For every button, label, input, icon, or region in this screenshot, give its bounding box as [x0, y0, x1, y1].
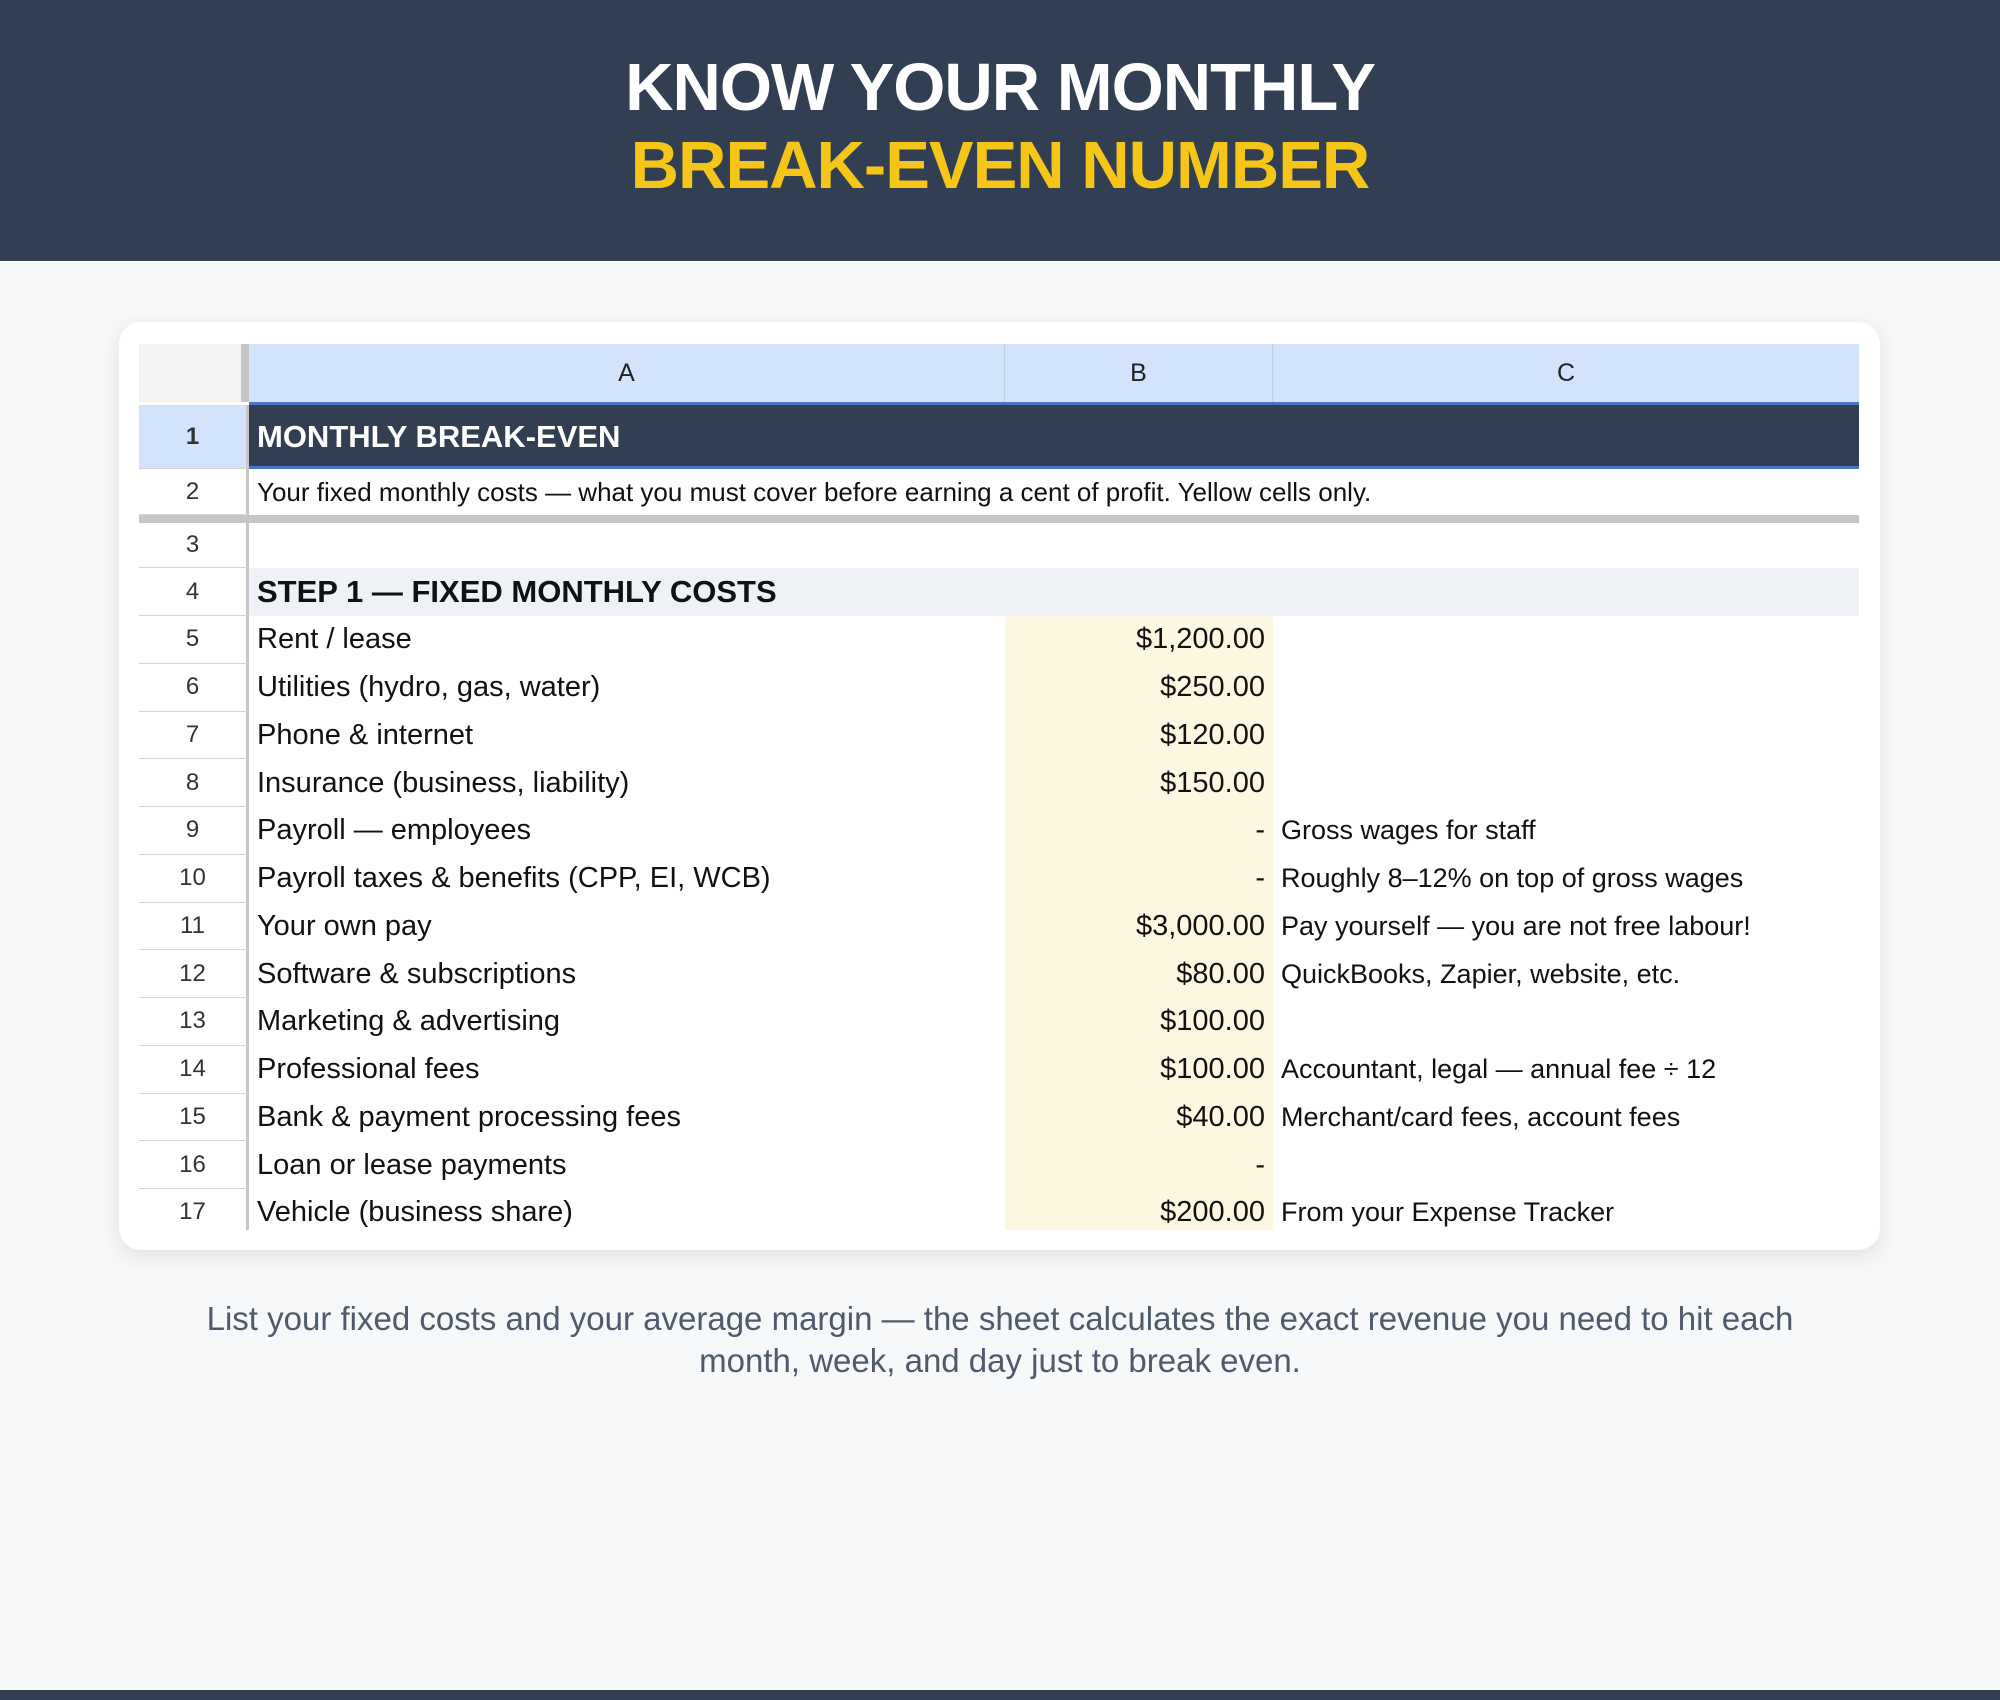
row-number[interactable]: 7: [139, 712, 249, 760]
cost-row[interactable]: [139, 855, 1859, 903]
cost-label-cell[interactable]: Utilities (hydro, gas, water): [257, 671, 601, 704]
step-heading[interactable]: STEP 1 — FIXED MONTHLY COSTS: [257, 574, 777, 609]
sheet-subtitle[interactable]: Your fixed monthly costs — what you must cover before earning a cent of profit. Yellow cells only.: [257, 476, 1372, 507]
cost-label-cell[interactable]: Bank & payment processing fees: [257, 1100, 681, 1133]
cost-row[interactable]: [139, 1141, 1859, 1189]
cost-row[interactable]: [139, 616, 1859, 664]
spreadsheet: [139, 344, 1859, 1230]
sheet-title[interactable]: MONTHLY BREAK-EVEN: [257, 419, 621, 454]
cost-row[interactable]: [139, 1094, 1859, 1142]
cost-row[interactable]: [139, 664, 1859, 712]
cost-row[interactable]: [139, 1189, 1859, 1230]
amount-input-cell[interactable]: -: [1005, 1141, 1273, 1189]
cost-label-cell[interactable]: Your own pay: [257, 909, 432, 942]
select-all-corner[interactable]: [139, 344, 249, 402]
empty-row[interactable]: [139, 523, 1859, 568]
note-cell[interactable]: Gross wages for staff: [1281, 815, 1536, 846]
row-number[interactable]: 12: [139, 950, 249, 998]
row-number[interactable]: 3: [139, 523, 249, 568]
amount-input-cell[interactable]: $120.00: [1005, 712, 1273, 760]
row-number[interactable]: 9: [139, 807, 249, 855]
cost-label-cell[interactable]: Loan or lease payments: [257, 1148, 567, 1181]
amount-input-cell[interactable]: -: [1005, 807, 1273, 855]
cost-row[interactable]: [139, 903, 1859, 951]
cost-row[interactable]: [139, 998, 1859, 1046]
row-number[interactable]: 10: [139, 855, 249, 903]
amount-input-cell[interactable]: $100.00: [1005, 998, 1273, 1046]
row-number[interactable]: 6: [139, 664, 249, 712]
cost-label-cell[interactable]: Rent / lease: [257, 623, 412, 656]
amount-input-cell[interactable]: $80.00: [1005, 950, 1273, 998]
note-cell[interactable]: Merchant/card fees, account fees: [1281, 1101, 1681, 1132]
headline-line-1: KNOW YOUR MONTHLY: [625, 50, 1375, 125]
note-cell[interactable]: Accountant, legal — annual fee ÷ 12: [1281, 1054, 1717, 1085]
cost-label-cell[interactable]: Payroll taxes & benefits (CPP, EI, WCB): [257, 862, 771, 895]
row-number[interactable]: 14: [139, 1046, 249, 1094]
cost-label-cell[interactable]: Vehicle (business share): [257, 1196, 573, 1229]
row-number[interactable]: 15: [139, 1094, 249, 1142]
title-row[interactable]: [139, 405, 1859, 469]
cost-row[interactable]: [139, 759, 1859, 807]
amount-input-cell[interactable]: $40.00: [1005, 1094, 1273, 1142]
spreadsheet-card: [119, 322, 1880, 1250]
row-number[interactable]: 17: [139, 1189, 249, 1230]
amount-input-cell[interactable]: $150.00: [1005, 759, 1273, 807]
cost-label-cell[interactable]: Phone & internet: [257, 718, 474, 751]
column-header-c[interactable]: C: [1273, 344, 1859, 402]
note-cell[interactable]: Pay yourself — you are not free labour!: [1281, 910, 1751, 941]
row-number[interactable]: 13: [139, 998, 249, 1046]
footer-bar: [0, 1690, 2000, 1700]
row-number[interactable]: 16: [139, 1141, 249, 1189]
row-number[interactable]: 11: [139, 903, 249, 951]
row-number[interactable]: 5: [139, 616, 249, 664]
cost-row[interactable]: [139, 950, 1859, 998]
frozen-rows-divider[interactable]: [139, 515, 1859, 523]
step-header-row[interactable]: [139, 568, 1859, 616]
cost-label-cell[interactable]: Software & subscriptions: [257, 957, 577, 990]
amount-input-cell[interactable]: $3,000.00: [1005, 903, 1273, 951]
amount-input-cell[interactable]: $1,200.00: [1005, 616, 1273, 664]
note-cell[interactable]: Roughly 8–12% on top of gross wages: [1281, 863, 1744, 894]
row-number[interactable]: 4: [139, 568, 249, 616]
cost-label-cell[interactable]: Insurance (business, liability): [257, 766, 630, 799]
row-number[interactable]: 2: [139, 469, 249, 515]
cost-label-cell[interactable]: Professional fees: [257, 1053, 480, 1086]
cost-row[interactable]: [139, 712, 1859, 760]
headline-line-2: BREAK-EVEN NUMBER: [630, 128, 1370, 203]
cost-row[interactable]: [139, 1046, 1859, 1094]
amount-input-cell[interactable]: -: [1005, 855, 1273, 903]
cost-row[interactable]: [139, 807, 1859, 855]
note-cell[interactable]: QuickBooks, Zapier, website, etc.: [1281, 958, 1681, 989]
amount-input-cell[interactable]: $200.00: [1005, 1189, 1273, 1230]
hero-header: [0, 0, 2000, 261]
cost-label-cell[interactable]: Payroll — employees: [257, 814, 531, 847]
row-number[interactable]: 1: [139, 405, 249, 469]
caption-text: List your fixed costs and your average margin — the sheet calculates the exact revenue you need to hit each month, week, and day just to break even.: [206, 1300, 1794, 1379]
row-number[interactable]: 8: [139, 759, 249, 807]
amount-input-cell[interactable]: $100.00: [1005, 1046, 1273, 1094]
column-header-a[interactable]: A: [249, 344, 1005, 402]
amount-input-cell[interactable]: $250.00: [1005, 664, 1273, 712]
column-header-b[interactable]: B: [1005, 344, 1273, 402]
note-cell[interactable]: From your Expense Tracker: [1281, 1197, 1615, 1228]
cost-label-cell[interactable]: Marketing & advertising: [257, 1005, 561, 1038]
subtitle-row[interactable]: [139, 469, 1859, 515]
